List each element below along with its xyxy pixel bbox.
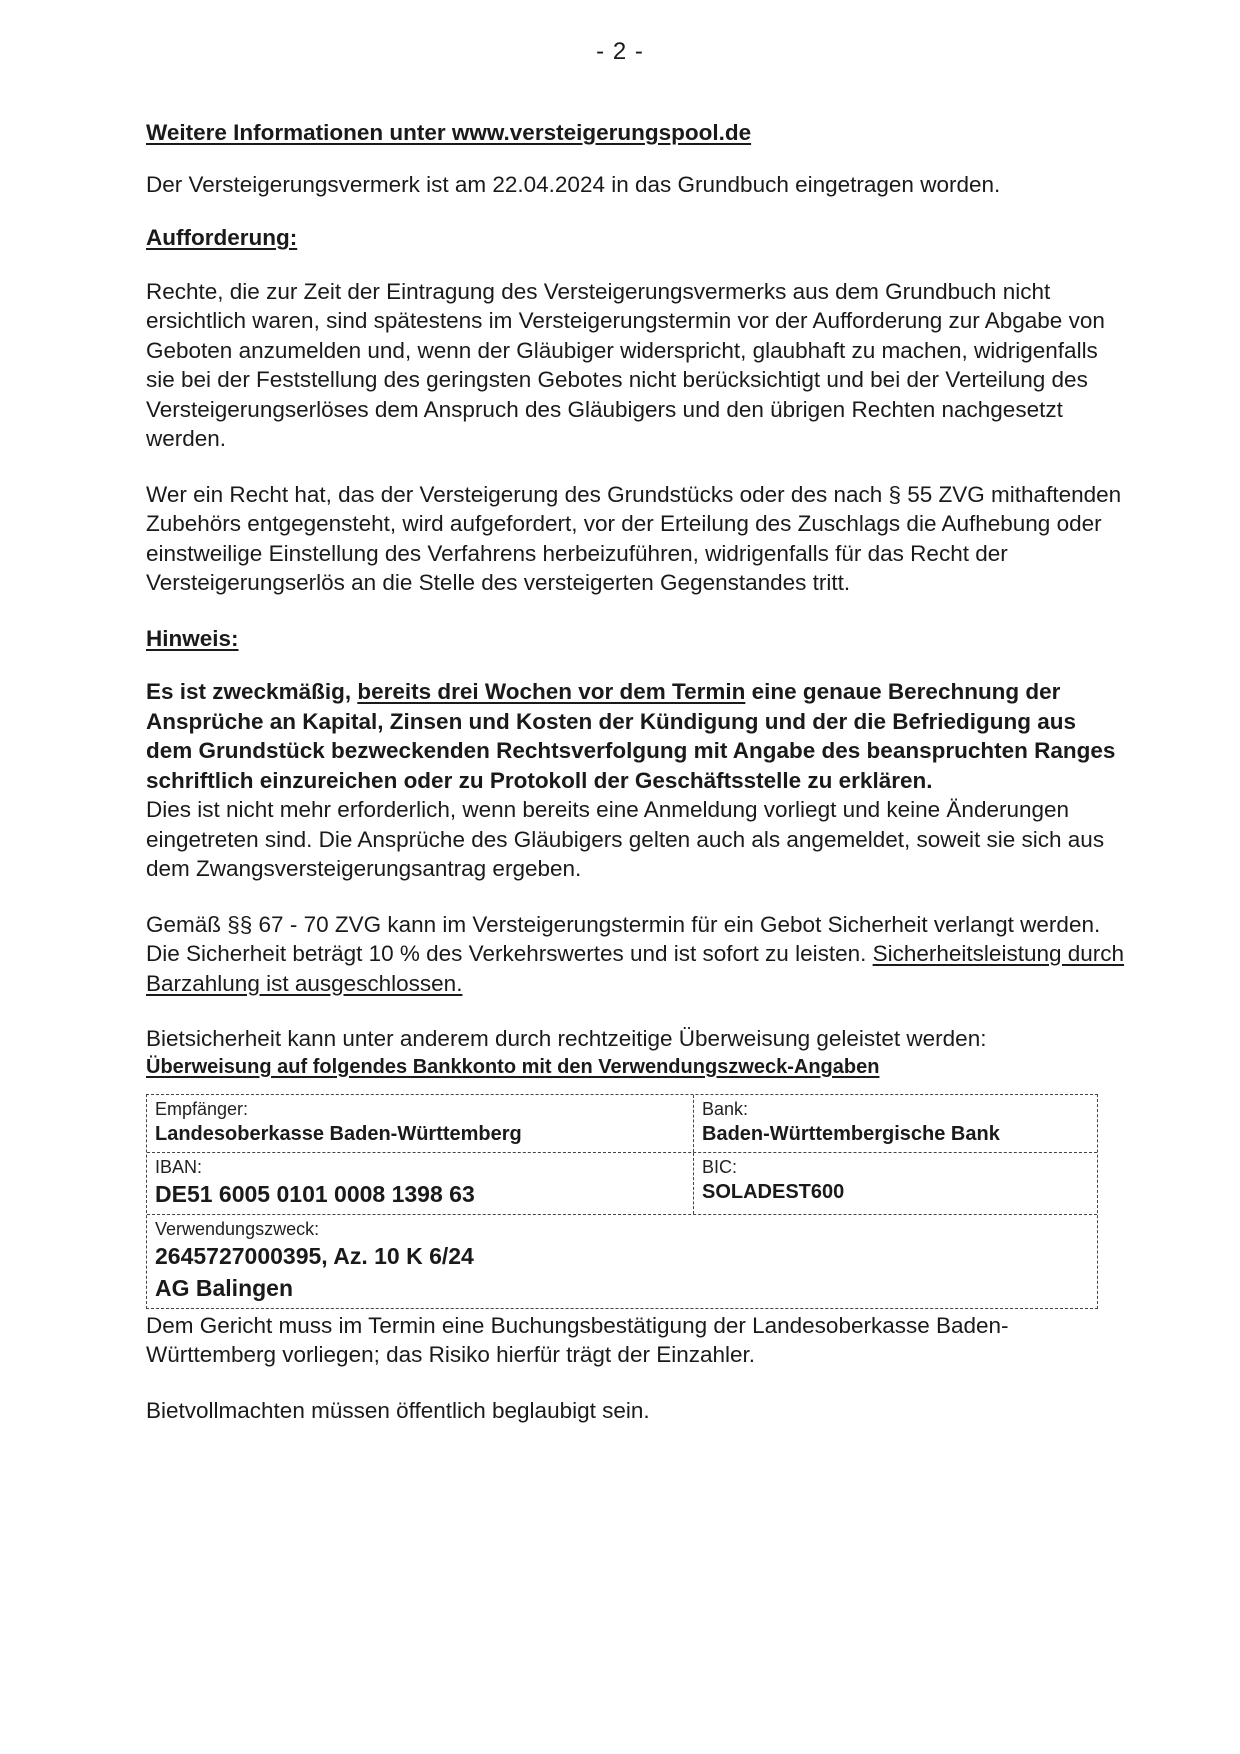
bank-row-purpose [147, 1215, 1097, 1308]
iban-label: IBAN: [155, 1156, 203, 1177]
heading-hinweis: Hinweis: [146, 625, 239, 651]
paragraph-sicherheit [146, 910, 1126, 999]
iban-cell [147, 1153, 694, 1214]
info-link[interactable]: Weitere Informationen unter www.versteigerungspool.de [146, 120, 752, 145]
document-body [146, 118, 1126, 1425]
hinweis-bold-underlined: bereits drei Wochen vor dem Termin [357, 679, 746, 704]
bank-row-recipient [147, 1095, 1097, 1153]
paragraph-hinweis-bold [146, 677, 1126, 795]
bank-value: Baden-Württembergische Bank [702, 1122, 1000, 1145]
bank-details-box [146, 1094, 1098, 1309]
page-number: - 2 - [596, 38, 644, 65]
sicherheit-underlined: Sicherheitsleistung durch Barzahlung ist ausgeschlossen. [146, 941, 1125, 996]
recipient-value: Landesoberkasse Baden-Württemberg [155, 1122, 522, 1145]
heading-aufforderung: Aufforderung: [146, 225, 298, 250]
bank-row-iban [147, 1153, 1097, 1215]
bic-label: BIC: [702, 1156, 738, 1177]
purpose-line-2: AG Balingen [155, 1274, 294, 1301]
paragraph-hinweis-normal: Dies ist nicht mehr erforderlich, wenn bereits eine Anmeldung vorliegt und keine Änderungen eingetreten sind. Die Ansprüche des Gläubigers gelten auch als angemeldet, soweit sie sich aus dem Zwangsversteigerungsantrag ergeben. [146, 797, 1105, 881]
paragraph-vermerk: Der Versteigerungsvermerk ist am 22.04.2024 in das Grundbuch eingetragen worden. [146, 171, 1001, 197]
bank-cell [694, 1095, 1097, 1152]
hinweis-bold-part-a: Es ist zweckmäßig, [146, 679, 358, 704]
hinweis-bold-part-b: eine genaue Berechnung der Ansprüche an Kapital, Zinsen und Kosten der Kündigung und der die Befriedigung aus dem Grundstück bezweckenden Rechtsverfolgung mit Angabe des beanspruchten Ranges schriftlich einzureichen oder zu Protokoll der Geschäftsstelle zu erklären. [146, 679, 1116, 793]
bic-value: SOLADEST600 [702, 1180, 845, 1203]
paragraph-ueberweisung: Überweisung auf folgendes Bankkonto mit den Verwendungszweck-Angaben [146, 1055, 880, 1078]
paragraph-rechte: Rechte, die zur Zeit der Eintragung des Versteigerungsvermerks aus dem Grundbuch nicht ersichtlich waren, sind spätestens im Versteigerungstermin vor der Aufforderung zur Abgabe von Geboten anzumelden und, wenn der Gläubiger widerspricht, glaubhaft zu machen, widrigenfalls sie bei der Feststellung des geringsten Gebotes nicht berücksichtigt und bei der Verteilung des Versteigerungserlöses dem Anspruch des Gläubigers und den übrigen Rechten nachgesetzt werden. [146, 278, 1105, 451]
paragraph-vollmacht: Bietvollmachten müssen öffentlich beglaubigt sein. [146, 1397, 650, 1423]
bank-label: Bank: [702, 1098, 749, 1119]
recipient-cell [147, 1095, 694, 1152]
purpose-cell [147, 1215, 1097, 1308]
purpose-label: Verwendungszweck: [155, 1218, 320, 1239]
paragraph-wer: Wer ein Recht hat, das der Versteigerung des Grundstücks oder des nach § 55 ZVG mithaftenden Zubehörs entgegensteht, wird aufgefordert, vor der Erteilung des Zuschlags die Aufhebung oder einstweilige Einstellung des Verfahrens herbeizuführen, widrigenfalls für das Recht der Versteigerungserlös an die Stelle des versteigerten Gegenstandes tritt. [146, 481, 1122, 595]
iban-value: DE51 6005 0101 0008 1398 63 [155, 1180, 475, 1207]
paragraph-buchung: Dem Gericht muss im Termin eine Buchungsbestätigung der Landesoberkasse Baden-Württemberg vorliegen; das Risiko hierfür trägt der Einzahler. [146, 1312, 1009, 1367]
bic-cell [694, 1153, 1097, 1214]
sicherheit-text: Gemäß §§ 67 - 70 ZVG kann im Versteigerungstermin für ein Gebot Sicherheit verlangt werden. Die Sicherheit beträgt 10 % des Verkehrswertes und ist sofort zu leisten. [146, 911, 1101, 966]
purpose-line-1: 2645727000395, Az. 10 K 6/24 [155, 1242, 474, 1269]
paragraph-bietsicherheit: Bietsicherheit kann unter anderem durch rechtzeitige Überweisung geleistet werden: [146, 1026, 987, 1051]
recipient-label: Empfänger: [155, 1098, 249, 1119]
